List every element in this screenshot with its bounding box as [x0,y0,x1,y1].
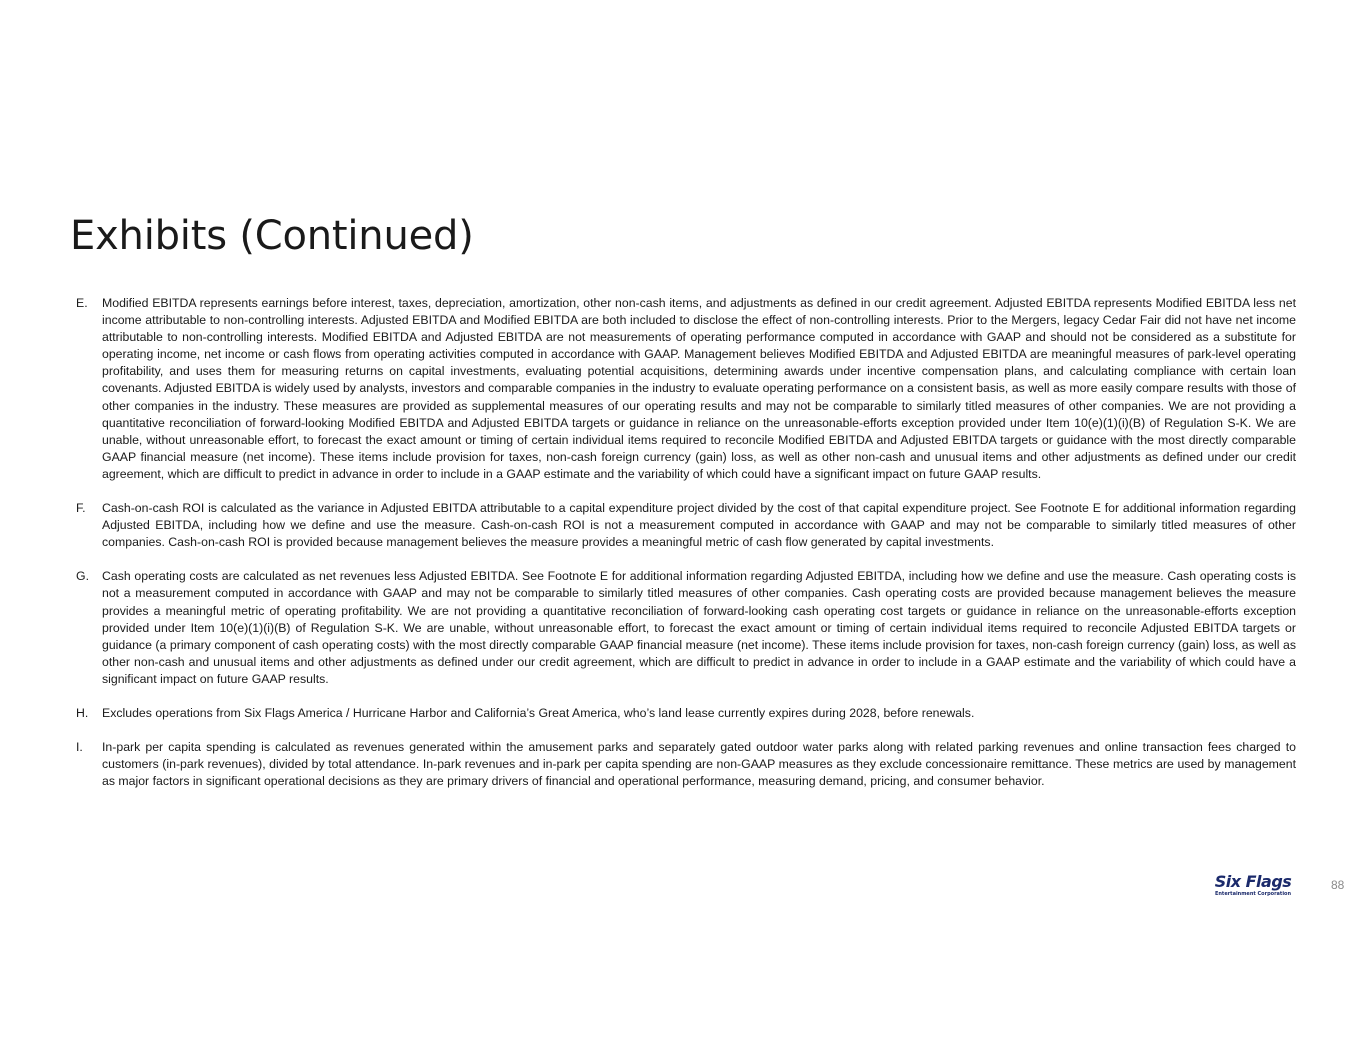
footnote-text: Modified EBITDA represents earnings before interest, taxes, depreciation, amortization, other non-cash items, and adjustments as defined in our credit agreement. Adjusted EBITDA represents Modified EBITDA less net income attributable to non-controlling interests. Adjusted EBITDA and Modified EBITDA are both included to disclose the effect of non-controlling interests. Prior to the Mergers, legacy Cedar Fair did not have net income attributable to non-controlling interests. Modified EBITDA and Adjusted EBITDA are not measurements of operating performance computed in accordance with GAAP and should not be considered as a substitute for operating income, net income or cash flows from operating activities computed in accordance with GAAP. Management believes Modified EBITDA and Adjusted EBITDA are meaningful measures of park-level operating profitability, and uses them for measuring returns on capital investments, evaluating potential acquisitions, determining awards under incentive compensation plans, and calculating compliance with certain loan covenants. Adjusted EBITDA is widely used by analysts, investors and comparable companies in the industry to evaluate operating performance on a consistent basis, as well as more easily compare results with those of other companies in the industry. These measures are provided as supplemental measures of our operating results and may not be comparable to similarly titled measures of other companies. We are not providing a quantitative reconciliation of forward-looking Modified EBITDA and Adjusted EBITDA targets or guidance in reliance on the unreasonable-efforts exception provided under Item 10(e)(1)(i)(B) of Regulation S-K. We are unable, without unreasonable effort, to forecast the exact amount or timing of certain individual items required to reconcile Modified EBITDA and Adjusted EBITDA targets or guidance with the most directly comparable GAAP financial measure (net income). These items include provision for taxes, non-cash foreign currency (gain) loss, as well as other non-cash and unusual items and other adjustments as defined under our credit agreement, which are difficult to predict in advance in order to include in a GAAP estimate and the variability of which could have a significant impact on future GAAP results. [102,296,1296,481]
footnotes-list [76,295,1296,807]
page-title: Exhibits (Continued) [70,213,474,259]
footnote-e [76,295,1296,483]
footnote-text: Excludes operations from Six Flags America / Hurricane Harbor and California’s Great America, who’s land lease currently expires during 2028, before renewals. [102,705,975,720]
footnote-letter: E. [76,296,88,310]
footnote-g [76,568,1296,688]
footnote-text: Cash-on-cash ROI is calculated as the variance in Adjusted EBITDA attributable to a capital expenditure project divided by the cost of that capital expenditure project. See Footnote E for additional information regarding Adjusted EBITDA, including how we define and use the measure. Cash-on-cash ROI is not a measurement computed in accordance with GAAP and may not be comparable to similarly titled measures of other companies. Cash-on-cash ROI is provided because management believes the measure provides a meaningful metric of cash flow generated by capital investments. [102,501,1296,550]
logo-tagline: Entertainment Corporation [1214,891,1292,897]
footnote-f [76,500,1296,551]
logo-wordmark: Six Flags [1214,872,1292,891]
footnote-i [76,739,1296,790]
footnote-letter: I. [76,740,83,755]
page-number: 88 [1331,878,1345,892]
footnote-letter: G. [76,569,89,584]
footnote-letter: H. [76,705,89,720]
footnote-h [76,705,1296,722]
footnote-letter: F. [76,501,86,516]
six-flags-logo [1208,873,1298,901]
footnote-text: In-park per capita spending is calculated as revenues generated within the amusement parks and separately gated outdoor water parks along with related parking revenues and online transaction fees charged to customers (in-park revenues), divided by total attendance. In-park revenues and in-park per capita spending are non-GAAP measures as they exclude concessionaire remittance. These metrics are used by management as major factors in significant operational decisions as they are primary drivers of financial and operational performance, measuring demand, pricing, and consumer behavior. [102,740,1296,789]
footnote-text: Cash operating costs are calculated as net revenues less Adjusted EBITDA. See Footnote E for additional information regarding Adjusted EBITDA, including how we define and use the measure. Cash operating costs is not a measurement computed in accordance with GAAP and may not be comparable to similarly titled measures of other companies. Cash operating costs are provided because management believes the measure provides a meaningful metric of operating profitability. We are not providing a quantitative reconciliation of forward-looking cash operating cost targets or guidance in reliance on the unreasonable-efforts exception provided under Item 10(e)(1)(i)(B) of Regulation S-K. We are unable, without unreasonable effort, to forecast the exact amount or timing of certain individual items required to reconcile Adjusted EBITDA targets or guidance (a primary component of cash operating costs) with the most directly comparable GAAP financial measure (net income). These items include provision for taxes, non-cash foreign currency (gain) loss, as well as other non-cash and unusual items and other adjustments as defined under our credit agreement, which are difficult to predict in advance in order to include in a GAAP estimate and the variability of which could have a significant impact on future GAAP results. [102,569,1296,686]
